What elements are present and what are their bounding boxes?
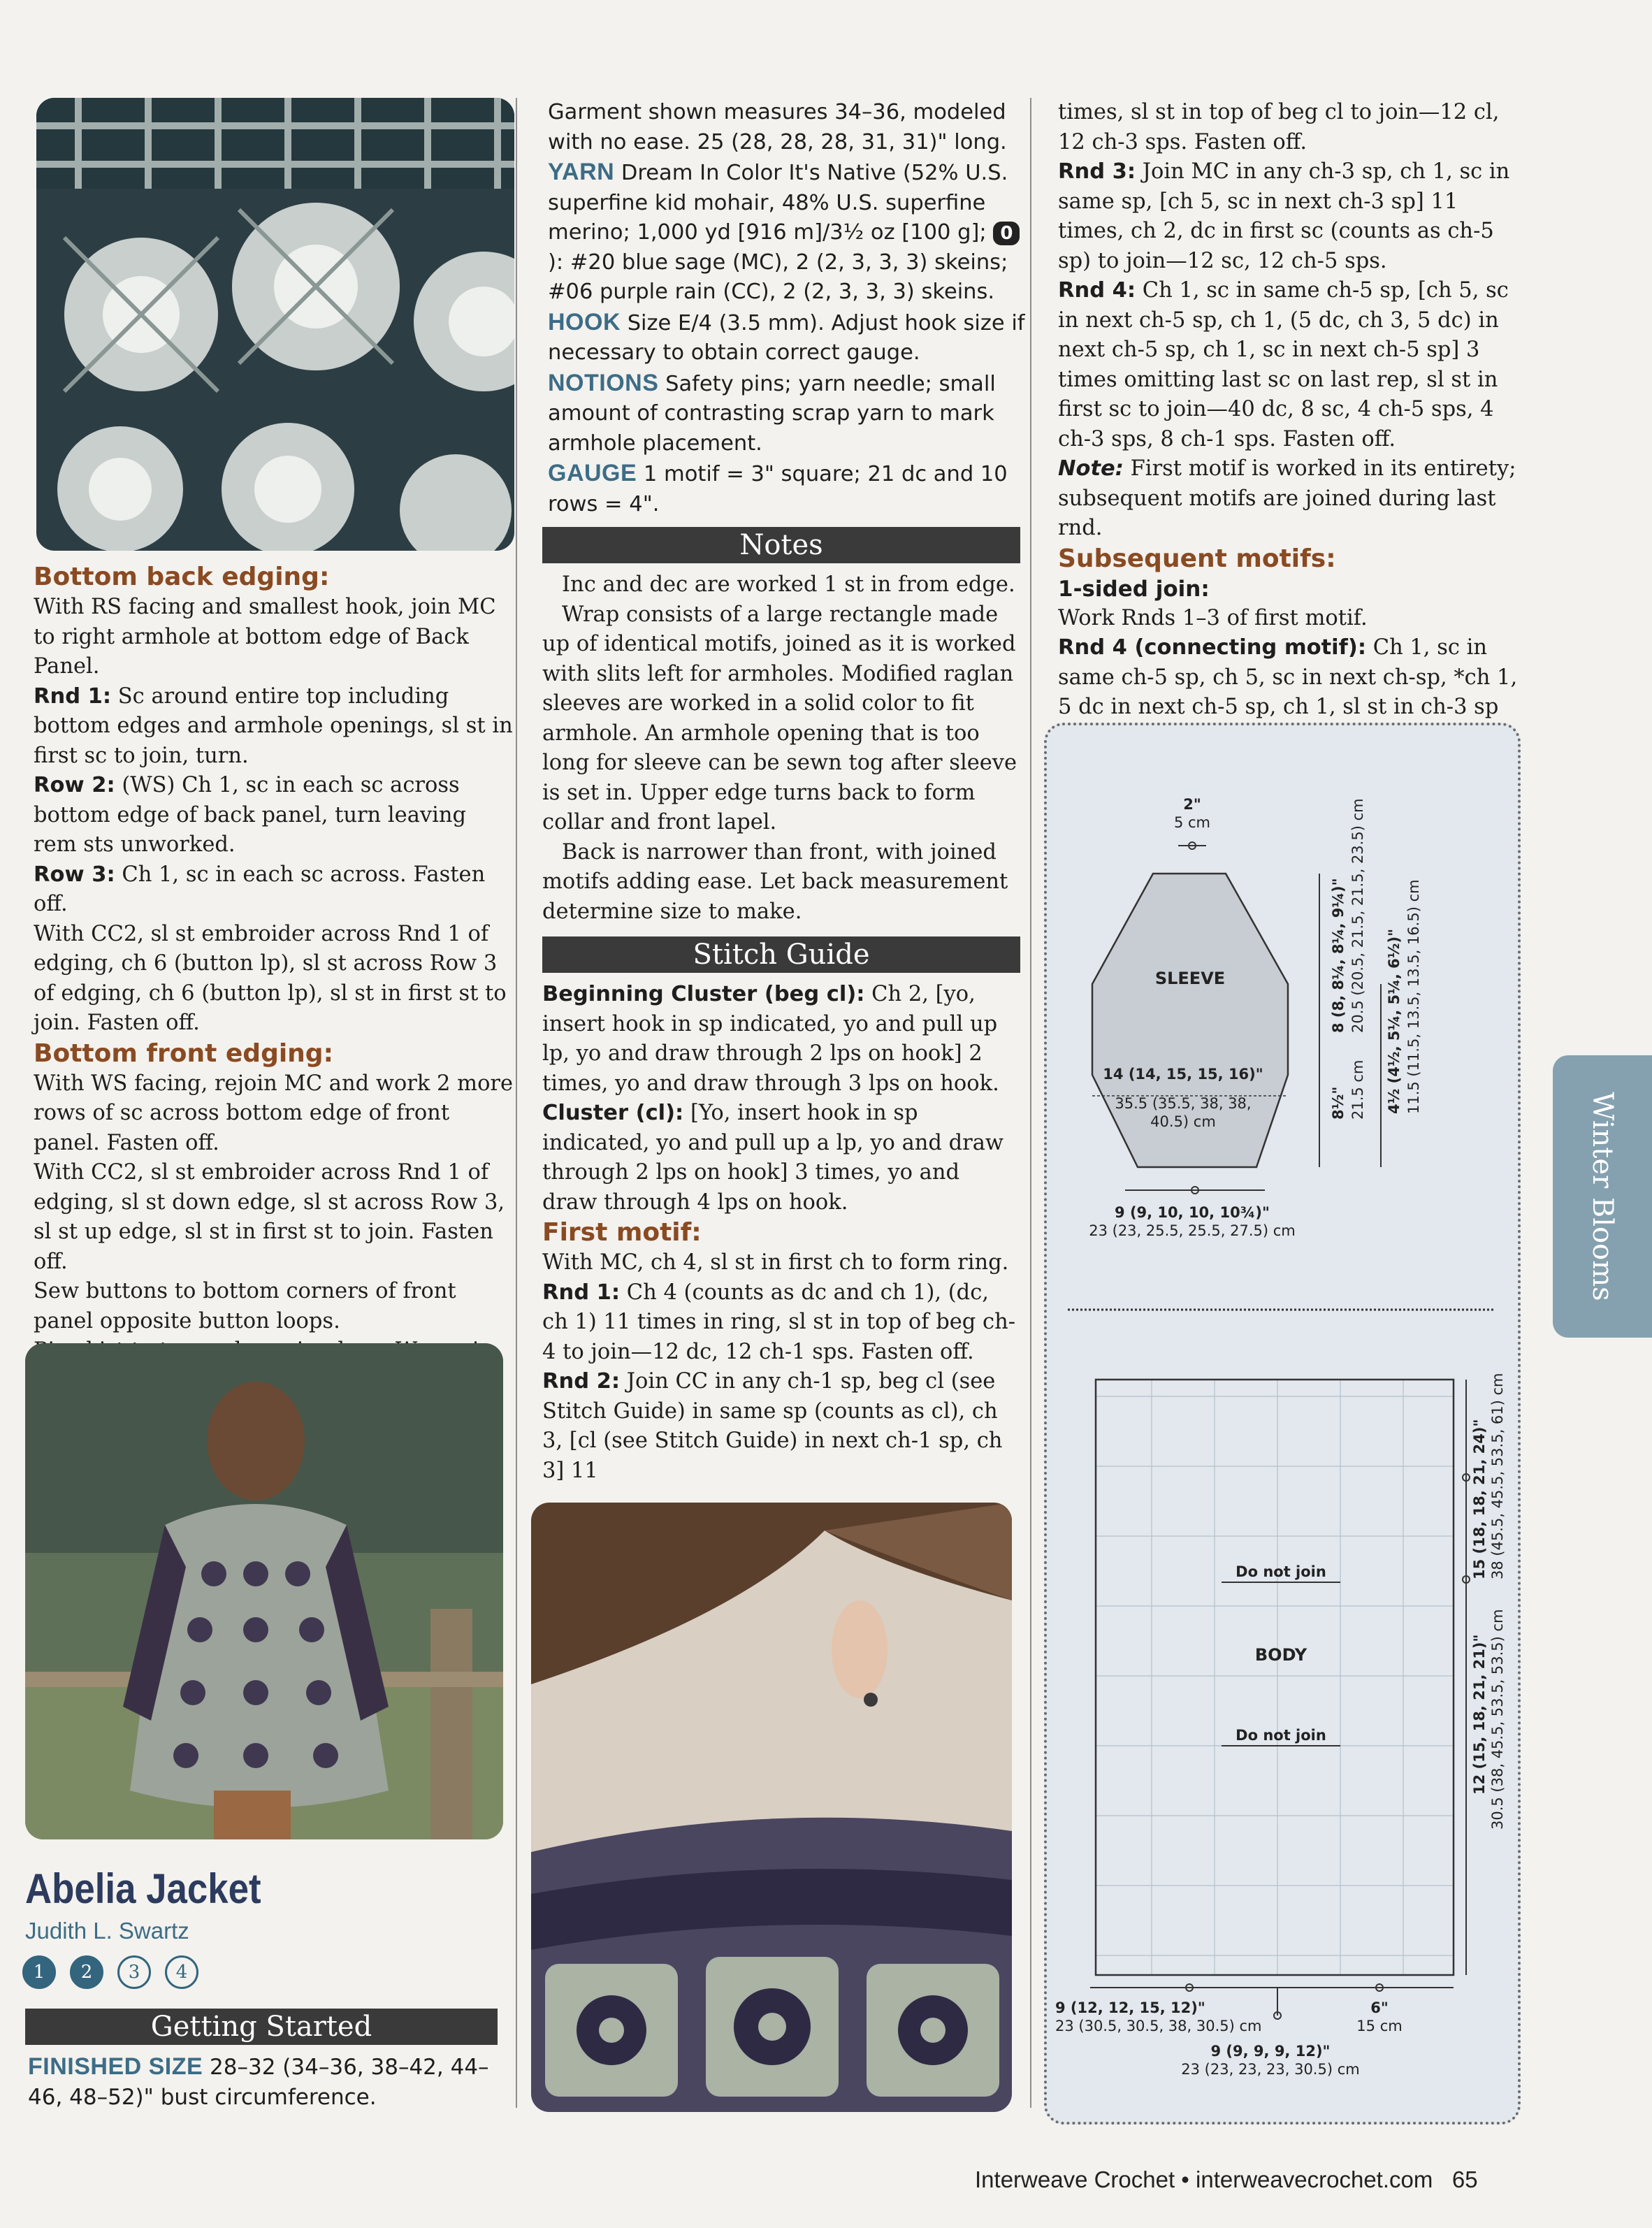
- pattern-title: Abelia Jacket: [25, 1865, 261, 1912]
- section-tab-label: Winter Blooms: [1586, 1092, 1618, 1301]
- sleeve-upper-cm: 20.5 (20.5, 21.5, 21.5, 23.5) cm: [1349, 798, 1366, 1033]
- body-label: BODY: [1254, 1645, 1307, 1665]
- garment-measure: Garment shown measures 34–36, modeled with no ease. 25 (28, 28, 28, 31, 31)" long.: [548, 100, 1007, 154]
- body-grid: [1096, 1380, 1454, 1975]
- rnd4-text: Ch 1, sc in same ch-5 sp, [ch 5, sc in next ch-5 sp, ch 1, (5 dc, ch 3, 5 dc) in next ch-5 sp, ch 1, sc in next ch-5 sp] 3 times omitting last sc on last rep, sl st in first sc to join—40 dc, 8 sc, 4 ch-5 sps, 4 ch-3 sps, 8 ch-1 sps. Fasten off.: [1058, 278, 1509, 451]
- beg-cluster-text: Ch 2, [yo, insert hook in sp indicated, yo and pull up lp, yo and draw through 2 lps on hook] 2 times, yo and draw through 3 lps on hook.: [542, 982, 999, 1096]
- footer-magazine: Interweave Crochet: [975, 2166, 1175, 2192]
- bbe-intro: With RS facing and smallest hook, join MC to right armhole at bottom edge of Back Panel.: [34, 595, 496, 679]
- hook-spec: [548, 308, 1030, 368]
- beg-cluster-label: Beginning Cluster (beg cl):: [542, 982, 865, 1006]
- yarn-spec: [548, 157, 1030, 308]
- rnd4-label: Rnd 4:: [1058, 278, 1136, 303]
- motif-note-label: Note:: [1058, 456, 1124, 481]
- skill-level-2: 2: [70, 1955, 103, 1989]
- gauge-spec: [548, 458, 1030, 519]
- bottom-back-edging-heading: Bottom back edging:: [34, 563, 330, 591]
- bfe-sew: Sew buttons to bottom corners of front panel opposite button loops.: [34, 1279, 456, 1333]
- rnd4-connecting-label: Rnd 4 (connecting motif):: [1058, 635, 1367, 660]
- bbe-cc2: With CC2, sl st embroider across Rnd 1 of edging, ch 6 (button lp), sl st across Row 3 of edging, ch 6 (button lp), sl st in first st to join. Fasten off.: [34, 921, 507, 1035]
- sleeve-lower-in: 8½": [1330, 1086, 1347, 1120]
- body-mid-in: 9 (9, 9, 9, 12)": [1210, 2043, 1331, 2060]
- hook-text: Size E/4 (3.5 mm). Adjust hook size if necessary to obtain correct gauge.: [548, 310, 1025, 365]
- bbe-rnd1-text: Sc around entire top including bottom edges and armhole openings, sl st in first sc to join, turn.: [34, 683, 513, 768]
- motif-note: [1058, 454, 1519, 544]
- gauge-label: GAUGE: [548, 460, 637, 486]
- sleeve-cuff-in: 9 (9, 10, 10, 10¾)": [1115, 1204, 1270, 1221]
- body-right-cm: 15 cm: [1356, 2018, 1403, 2034]
- rnd4-connecting-text: Ch 1, sc in same ch-5 sp, ch 5, sc in next ch-sp, *ch 1, 5 dc in next ch-5 sp, ch 1, sl st in ch-3 sp: [1058, 635, 1518, 719]
- fm-rnd1: [542, 1278, 1020, 1368]
- fm-rnd2-label: Rnd 2:: [542, 1369, 621, 1394]
- bbe-rnd1: [34, 682, 516, 772]
- yarn-weight-icon: [993, 222, 1020, 245]
- do-not-join-1: Do not join: [1236, 1563, 1326, 1580]
- column-1-text: [34, 562, 516, 1396]
- column-2-notes: [542, 527, 1020, 1486]
- sleeve-lower-cm: 21.5 cm: [1349, 1059, 1366, 1120]
- skill-level-3: 3: [117, 1955, 151, 1989]
- bottom-front-edging-heading: Bottom front edging:: [34, 1039, 333, 1068]
- section-tab: [1553, 1055, 1652, 1338]
- stitch-guide-bar: Stitch Guide: [542, 936, 1020, 973]
- body-right-in: 6": [1370, 1999, 1389, 2016]
- rnd3-text: Join MC in any ch-3 sp, ch 1, sc in same sp, [ch 5, sc in next ch-3 sp] 11 times, ch 2, dc in first sc (counts as ch-5 sp) to join—12 sc, 12 ch-5 sps.: [1058, 159, 1510, 273]
- finished-size-text: 28–32 (34–36, 38–42, 44–46, 48–52)" bust circumference.: [28, 2055, 489, 2110]
- rnd4: [1058, 276, 1519, 454]
- column-rule-2: [1030, 98, 1031, 2108]
- bbe-row2-label: Row 2:: [34, 773, 115, 797]
- sleeve-label: SLEEVE: [1154, 969, 1226, 988]
- notes-bar: Notes: [542, 527, 1020, 563]
- note-3: Back is narrower than front, with joined motifs adding ease. Let back measurement determine size to make.: [542, 839, 1008, 924]
- fm-rnd1-text: Ch 4 (counts as dc and ch 1), (dc, ch 1) 11 times in ring, sl st in top of beg ch-4 to join—12 dc, 12 ch-1 sps. Fasten off.: [542, 1280, 1016, 1364]
- fm-rnd2-text: Join CC in any ch-1 sp, beg cl (see Stitch Guide) in same sp (counts as cl), ch 3, [cl (see Stitch Guide) in next ch-1 sp, ch 3] 11: [542, 1369, 1003, 1483]
- bbe-row2-text: (WS) Ch 1, sc in each sc across bottom edge of back panel, turn leaving rem sts unworked.: [34, 773, 467, 857]
- cluster: [542, 1099, 1020, 1217]
- sleeve-side-in: 4½ (4½, 5¼, 5¼, 6½)": [1386, 928, 1403, 1114]
- bfe-cc2: With CC2, sl st embroider across Rnd 1 of edging, sl st down edge, sl st across Row 3, sl st up edge, sl st in first st to join. Fasten off.: [34, 1160, 505, 1274]
- motif-note-text: First motif is worked in its entirety; subsequent motifs are joined during last rnd.: [1058, 456, 1516, 540]
- footer-url: interweavecrochet.com: [1196, 2166, 1433, 2192]
- getting-started-bar: Getting Started: [25, 2009, 498, 2045]
- collar-detail-photo: [531, 1503, 1012, 2112]
- yarn-label: YARN: [548, 159, 615, 185]
- schematic-panel: [1044, 723, 1521, 2125]
- skill-level-1: 1: [22, 1955, 56, 1989]
- sleeve-side-cm: 11.5 (11.5, 13.5, 13.5, 16.5) cm: [1405, 879, 1422, 1114]
- page-footer: [975, 2166, 1534, 2193]
- page-number: 65: [1451, 2166, 1478, 2192]
- footer-separator: •: [1175, 2166, 1196, 2192]
- sleeve-width-in: 14 (14, 15, 15, 16)": [1103, 1066, 1263, 1083]
- hook-label: HOOK: [548, 308, 621, 335]
- jacket-back-photo: [25, 1343, 503, 1839]
- subsequent-motifs-heading: Subsequent motifs:: [1058, 544, 1336, 573]
- column-2-text: [548, 98, 1030, 519]
- fm-rnd1-label: Rnd 1:: [542, 1280, 621, 1305]
- skill-level: [22, 1955, 212, 1989]
- bbe-row3-label: Row 3:: [34, 862, 115, 887]
- rnd2-cont: times, sl st in top of beg cl to join—12 cl, 12 ch-3 sps. Fasten off.: [1058, 100, 1500, 154]
- designer-name: Judith L. Swartz: [25, 1918, 189, 1944]
- sleeve-width-cm1: 35.5 (35.5, 38, 38,: [1115, 1095, 1252, 1112]
- body-upper-cm: 38 (45.5, 45.5, 53.5, 61) cm: [1489, 1373, 1506, 1579]
- body-left-in: 9 (12, 12, 15, 12)": [1055, 1999, 1205, 2016]
- cluster-label: Cluster (cl):: [542, 1101, 684, 1125]
- yarn-text-b: ): #20 blue sage (MC), 2 (2, 3, 3, 3) skeins; #06 purple rain (CC), 2 (2, 3, 3, 3) skeins.: [548, 249, 1008, 304]
- fm-intro: With MC, ch 4, sl st in first ch to form ring.: [542, 1250, 1009, 1275]
- bbe-row3-text: Ch 1, sc in each sc across. Fasten off.: [34, 862, 486, 916]
- do-not-join-2: Do not join: [1236, 1727, 1326, 1744]
- sleeve-cuff-cm: 23 (23, 25.5, 25.5, 27.5) cm: [1089, 1222, 1296, 1239]
- notions-spec: [548, 368, 1030, 459]
- column-rule-1: [516, 98, 517, 2108]
- stitch-detail-photo: [36, 98, 514, 551]
- sleeve-width-cm2: 40.5) cm: [1150, 1113, 1216, 1130]
- notions-label: NOTIONS: [548, 369, 659, 396]
- notions-text: Safety pins; yarn needle; small amount of contrasting scrap yarn to mark armhole placement.: [548, 371, 996, 456]
- sleeve-top-in: 2": [1183, 796, 1201, 813]
- yarn-weight-value: 0: [1000, 223, 1013, 244]
- skill-level-4: 4: [165, 1955, 198, 1989]
- cluster-text: [Yo, insert hook in sp indicated, yo and pull up a lp, yo and draw through 2 lps on hook] 3 times, yo and draw through 4 lps on hook.: [542, 1101, 1004, 1215]
- body-upper-in: 15 (18, 18, 21, 24)": [1471, 1419, 1488, 1579]
- fm-rnd2: [542, 1367, 1020, 1486]
- finished-size: [28, 2052, 503, 2112]
- finished-size-label: FINISHED SIZE: [28, 2053, 203, 2080]
- body-left-cm: 23 (30.5, 30.5, 38, 30.5) cm: [1055, 2018, 1262, 2034]
- bbe-row3: [34, 860, 516, 920]
- beg-cluster: [542, 980, 1020, 1099]
- body-lower-cm: 30.5 (38, 45.5, 53.5, 53.5) cm: [1489, 1609, 1506, 1830]
- one-sided-join-heading: 1-sided join:: [1058, 576, 1210, 602]
- body-mid-cm: 23 (23, 23, 23, 30.5) cm: [1181, 2061, 1360, 2078]
- note-1: Inc and dec are worked 1 st in from edge.: [562, 572, 1015, 597]
- rnd3-label: Rnd 3:: [1058, 159, 1136, 184]
- rnd3: [1058, 157, 1519, 276]
- column-3-text: [1058, 98, 1519, 752]
- work-rnds: Work Rnds 1–3 of first motif.: [1058, 605, 1368, 630]
- bbe-row2: [34, 771, 516, 860]
- sleeve-upper-in: 8 (8, 8¼, 8¼, 9¼)": [1330, 878, 1347, 1033]
- note-2: Wrap consists of a large rectangle made up of identical motifs, joined as it is worked with slits left for armholes. Modified raglan sleeves are worked in a solid color to fit armhole. An armhole opening that is too long for sleeve can be sewn tog after sleeve is set in. Upper edge turns back to form collar and front lapel.: [542, 602, 1017, 834]
- bbe-rnd1-label: Rnd 1:: [34, 683, 112, 709]
- bfe-intro: With WS facing, rejoin MC and work 2 more rows of sc across bottom edge of front panel. Fasten off.: [34, 1071, 514, 1155]
- yarn-text-a: Dream In Color It's Native (52% U.S. superfine kid mohair, 48% U.S. superfine merino; 1,000 yd [916 m]/3½ oz [100 g];: [548, 161, 1008, 245]
- gauge-text: 1 motif = 3" square; 21 dc and 10 rows = 4".: [548, 462, 1008, 516]
- first-motif-heading: First motif:: [542, 1218, 702, 1247]
- body-lower-in: 12 (15, 18, 21, 21)": [1471, 1634, 1488, 1795]
- sleeve-top-cm: 5 cm: [1173, 814, 1211, 831]
